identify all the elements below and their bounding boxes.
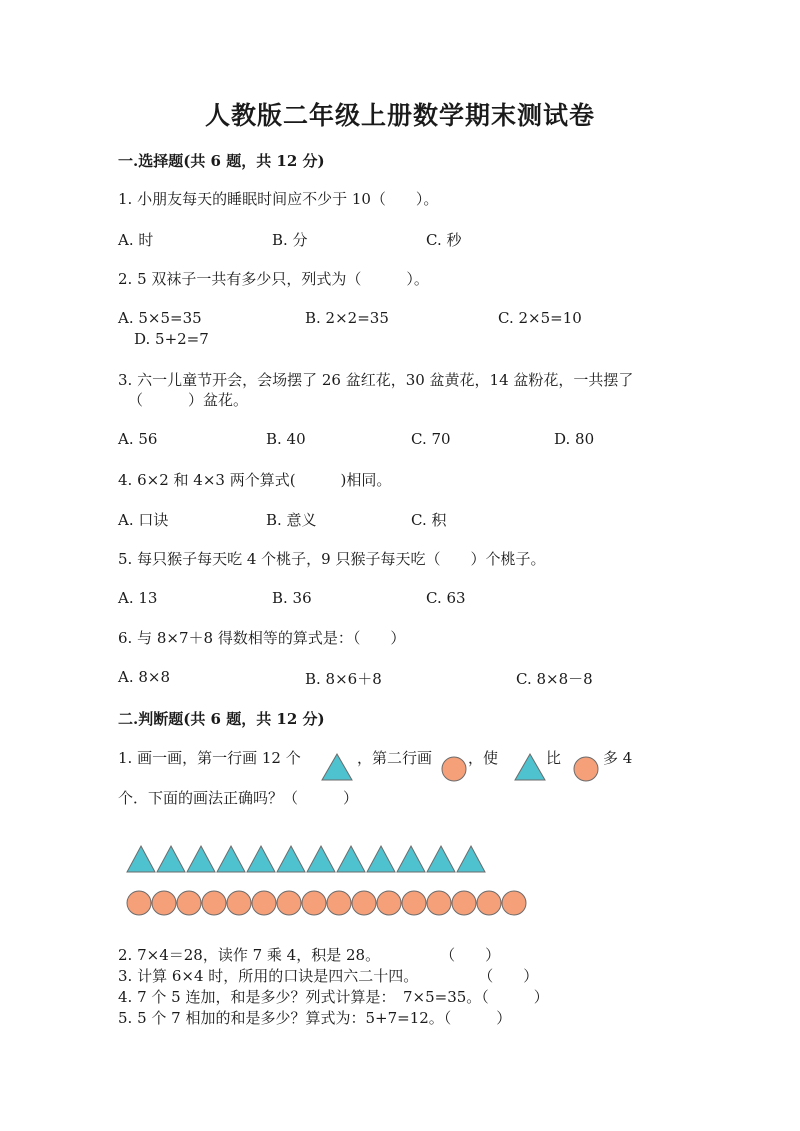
circle-shape: [352, 891, 376, 915]
option-5b: B. 36: [272, 589, 312, 607]
option-6a: A. 8×8: [118, 668, 171, 686]
triangle-icon: [320, 752, 354, 782]
circle-shape: [202, 891, 226, 915]
option-3a: A. 56: [118, 430, 158, 448]
judge-2: 2. 7×4＝28，读作 7 乘 4，积是 28。 （ ）: [118, 946, 501, 964]
circle-shape: [252, 891, 276, 915]
judge-1-part3: ，使: [468, 749, 499, 767]
option-5c: C. 63: [426, 589, 466, 607]
option-2b: B. 2×2=35: [305, 309, 389, 327]
question-4: 4. 6×2 和 4×3 两个算式( )相同。: [118, 471, 392, 489]
circle-shape: [277, 891, 301, 915]
option-2a: A. 5×5=35: [118, 309, 202, 327]
option-1c: C. 秒: [426, 231, 462, 249]
judge-1-part2: ，第二行画: [357, 749, 433, 767]
question-3-line2: （ ）盆花。: [128, 391, 249, 409]
circle-row: [125, 889, 535, 917]
question-2: 2. 5 双袜子一共有多少只，列式为（ ）。: [118, 270, 429, 288]
triangle-shape: [187, 846, 215, 872]
judge-1-line2: 个．下面的画法正确吗？（ ）: [118, 789, 359, 807]
triangle-shape: [307, 846, 335, 872]
option-4a: A. 口诀: [118, 511, 169, 529]
question-3-line1: 3. 六一儿童节开会，会场摆了 26 盆红花，30 盆黄花，14 盆粉花，一共摆了: [118, 371, 634, 389]
question-1: 1. 小朋友每天的睡眠时间应不少于 10（ ）。: [118, 190, 439, 208]
triangle-shape: [367, 846, 395, 872]
circle-shape: [152, 891, 176, 915]
triangle-shape: [217, 846, 245, 872]
question-6: 6. 与 8×7＋8 得数相等的算式是：（ ）: [118, 629, 406, 647]
circle-shape: [502, 891, 526, 915]
option-3b: B. 40: [266, 430, 306, 448]
option-1a: A. 时: [118, 231, 154, 249]
judge-1-part4: 比: [546, 749, 562, 767]
option-3c: C. 70: [411, 430, 451, 448]
judge-1-part5: 多 4: [603, 749, 633, 767]
option-4b: B. 意义: [266, 511, 317, 529]
triangle-shape: [247, 846, 275, 872]
circle-shape: [452, 891, 476, 915]
judge-4: 4. 7 个 5 连加，和是多少？列式计算是： 7×5=35。（ ）: [118, 988, 549, 1006]
option-6b: B. 8×6＋8: [305, 670, 382, 688]
question-5: 5. 每只猴子每天吃 4 个桃子，9 只猴子每天吃（ ）个桃子。: [118, 550, 546, 568]
option-3d: D. 80: [554, 430, 595, 448]
triangle-shape: [127, 846, 155, 872]
section-heading-choice: 一.选择题(共 6 题，共 12 分): [118, 152, 325, 170]
triangle-shape: [337, 846, 365, 872]
circle-shape: [227, 891, 251, 915]
page-title: 人教版二年级上册数学期末测试卷: [204, 101, 595, 130]
option-1b: B. 分: [272, 231, 308, 249]
triangle-shape: [427, 846, 455, 872]
circle-shape: [177, 891, 201, 915]
judge-3: 3. 计算 6×4 时，所用的口诀是四六二十四。 （ ）: [118, 967, 539, 985]
triangle-shape: [157, 846, 185, 872]
circle-shape: [402, 891, 426, 915]
circle-shape: [127, 891, 151, 915]
circle-icon: [573, 756, 601, 784]
triangle-shape: [277, 846, 305, 872]
triangle-shape: [397, 846, 425, 872]
judge-1-part1: 1. 画一画，第一行画 12 个: [118, 749, 301, 767]
section-heading-judge: 二.判断题(共 6 题，共 12 分): [118, 710, 325, 728]
option-4c: C. 积: [411, 511, 447, 529]
circle-shape: [427, 891, 451, 915]
triangle-shape: [457, 846, 485, 872]
circle-shape: [302, 891, 326, 915]
circle-shape: [327, 891, 351, 915]
option-2c: C. 2×5=10: [498, 309, 582, 327]
option-6c: C. 8×8－8: [516, 670, 593, 688]
triangle-icon: [513, 752, 547, 782]
circle-shape: [477, 891, 501, 915]
circle-icon: [441, 756, 469, 784]
option-2d: D. 5+2=7: [134, 330, 209, 348]
circle-shape: [377, 891, 401, 915]
judge-5: 5. 5 个 7 相加的和是多少？算式为：5+7=12。（ ）: [118, 1009, 512, 1027]
option-5a: A. 13: [118, 589, 158, 607]
triangle-row: [125, 844, 490, 874]
